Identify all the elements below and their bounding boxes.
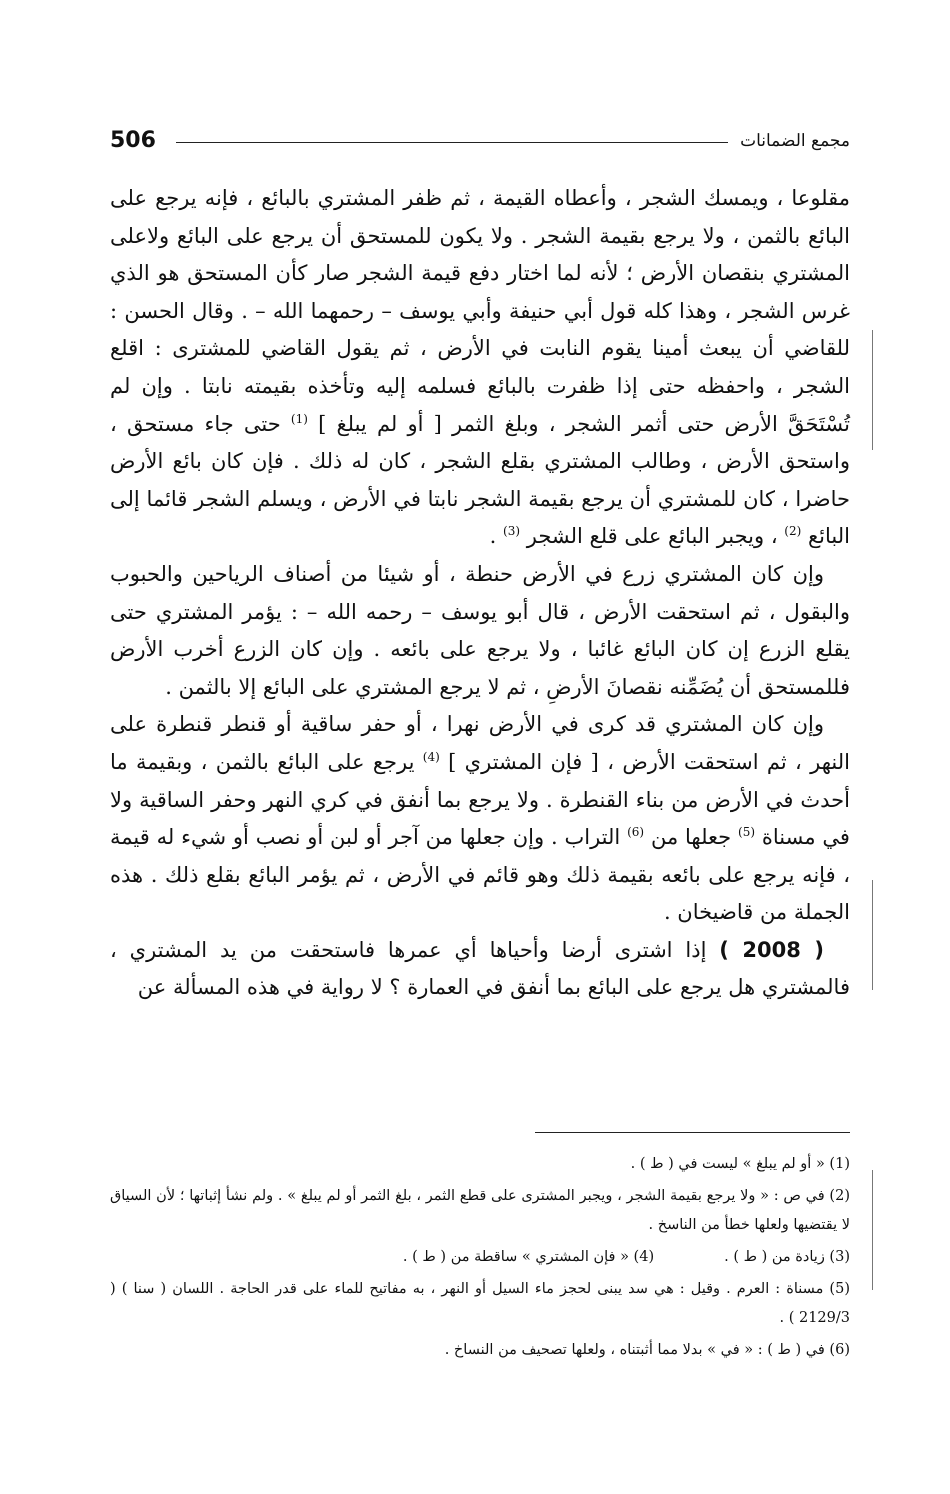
footnotes xyxy=(110,1150,850,1368)
footnote-1: (1) « أو لم يبلغ » ليست في ( ط ) . xyxy=(630,1156,850,1172)
paragraph-4: ( 2008 ) إذا اشترى أرضا وأحياها أي عمرها فاستحقت من يد المشتري ، فالمشتري هل يرجع على البائع بما أنفق في العمارة ؟ لا رواية في هذه المسألة عن xyxy=(110,937,850,1000)
paragraph-2: وإن كان المشتري زرع في الأرض حنطة ، أو شيئا من أصناف الرياحين والحبوب والبقول ، ثم استحقت الأرض ، قال أبو يوسف – رحمه الله – : يؤمر المشتري حتى يقلع الزرع إن كان البائع غائبا ، ولا يرجع على بائعه . وإن كان الزرع أخرب الأرض فللمستحق أن يُضَمِّنه نقصانَ الأرضِ ، ثم لا يرجع المشتري على البائع إلا بالثمن . xyxy=(110,561,850,699)
footnote-6: (6) في ( ط ) : « في » بدلا مما أثبتناه ، ولعلها تصحيف من النساخ . xyxy=(444,1342,850,1358)
footnote-2: (2) في ص : « ولا يرجع بقيمة الشجر ، ويجبر المشترى على قطع الثمر ، بلغ الثمر أو لم يبلغ » . ولم نشأ إثباتها ؛ لأن السياق لا يقتضيها ولعلها خطأ من الناسخ . xyxy=(110,1188,850,1233)
main-text xyxy=(110,180,850,1007)
page-number: 506 xyxy=(110,128,156,153)
margin-line xyxy=(872,1170,873,1290)
footnote-3: (3) زيادة من ( ط ) . xyxy=(724,1249,850,1265)
footnote-ref-5: (5) xyxy=(738,825,756,840)
section-number: ( 2008 ) xyxy=(719,937,824,962)
running-title: مجمع الضمانات xyxy=(740,131,850,151)
footnote-ref-4: (4) xyxy=(422,749,440,764)
paragraph-3: وإن كان المشتري قد كرى في الأرض نهرا ، أو حفر ساقية أو قنطر قنطرة على النهر ، ثم استحقت الأرض ، [ فإن المشتري ] $^{(4)}$ يرجع على البائع بالثمن ، وبقيمة ما أحدث في الأرض من بناء القنطرة . ولا يرجع بما أنفق في كري النهر وحفر الساقية ولا في مسناة $^{(5)}$ جعلها من $^{(6)}$ التراب . وإن جعلها من آجر أو لبن أو نصب أو شيء له قيمة ، فإنه يرجع على بائعه بقيمة ذلك وهو قائم في الأرض ، ثم يؤمر البائع بقلع ذلك . هذه الجملة من قاضيخان . xyxy=(110,712,850,925)
footnote-ref-3: (3) xyxy=(503,524,521,539)
footnote-ref-6: (6) xyxy=(627,825,645,840)
footnote-ref-1: (1) xyxy=(290,411,308,426)
header-rule xyxy=(176,142,728,143)
footnote-separator xyxy=(535,1132,850,1133)
paragraph-1: مقلوعا ، ويمسك الشجر ، وأعطاه القيمة ، ثم ظفر المشتري بالبائع ، فإنه يرجع على البائع بالثمن ، ولا يرجع بقيمة الشجر . ولا يكون للمستحق أن يرجع على البائع ولاعلى المشتري بنقصان الأرض ؛ لأنه لما اختار دفع قيمة الشجر صار كأن المستحق هو الذي غرس الشجر ، وهذا كله قول أبي حنيفة وأبي يوسف – رحمهما الله – . وقال الحسن : للقاضي أن يبعث أمينا يقوم النابت في الأرض ، ثم يقول القاضي للمشترى : اقلع الشجر ، واحفظه حتى إذا ظفرت بالبائع فسلمه إليه وتأخذه بقيمته نابتا . وإن لم تُسْتَحَقَّ الأرض حتى أثمر الشجر ، وبلغ الثمر [ أو لم يبلغ ] $^{(1)}$ حتى جاء مستحق ، واستحق الأرض ، وطالب المشتري بقلع الشجر ، كان له ذلك . فإن كان بائع الأرض حاضرا ، كان للمشتري أن يرجع بقيمة الشجر نابتا في الأرض ، ويسلم الشجر قائما إلى البائع $^{(2)}$ ، ويجبر البائع على قلع الشجر $^{(3)}$ . xyxy=(110,186,850,549)
footnote-ref-2: (2) xyxy=(784,524,802,539)
running-header xyxy=(110,126,850,160)
margin-line xyxy=(872,880,873,990)
footnote-4: (4) « فإن المشتري » ساقطة من ( ط ) . xyxy=(402,1249,655,1265)
footnote-row-3-4 xyxy=(110,1243,850,1272)
footnote-5: (5) مسناة : العرم . وقيل : هي سد يبنى لحجز ماء السيل أو النهر ، به مفاتيح للماء على قدر الحاجة . اللسان ( سنا ) ( 2129/3 ) . xyxy=(110,1281,850,1326)
margin-line xyxy=(872,330,873,450)
